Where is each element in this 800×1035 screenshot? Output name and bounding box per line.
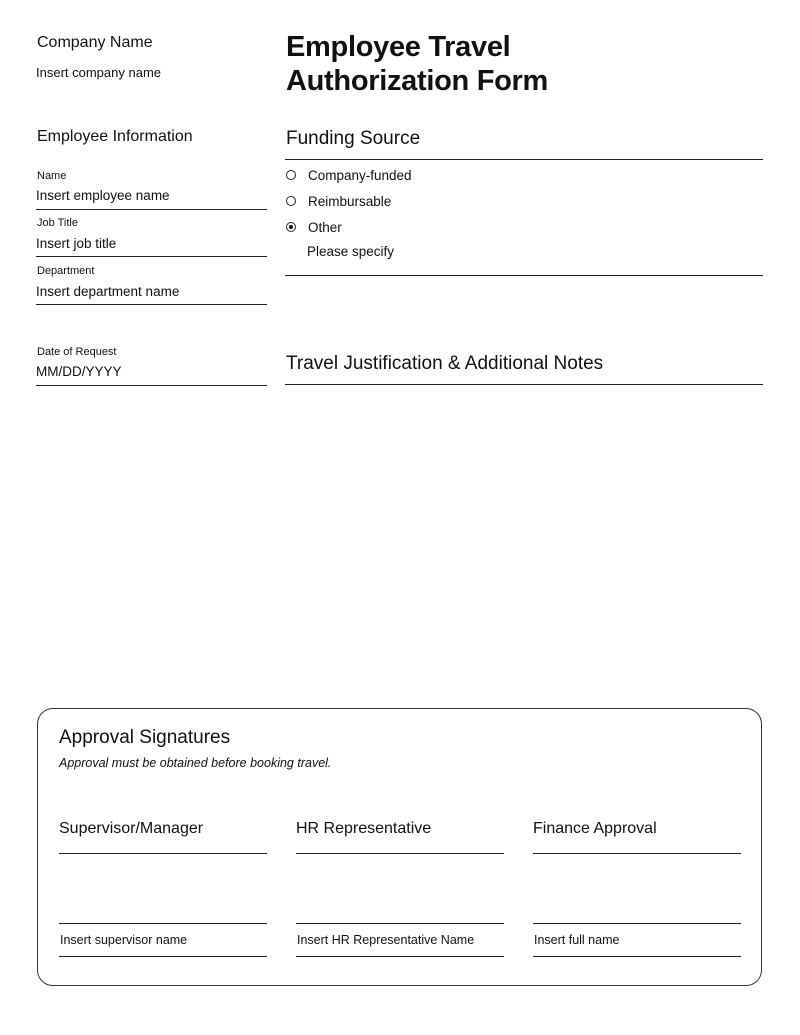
job-title-field[interactable]: Insert job title: [36, 236, 117, 251]
hr-role-label: HR Representative: [296, 820, 432, 837]
finance-name-field[interactable]: Insert full name: [534, 933, 620, 947]
supervisor-role-label: Supervisor/Manager: [59, 820, 204, 837]
other-specify-underline: [285, 275, 763, 276]
date-label: Date of Request: [37, 346, 117, 358]
finance-signature-field[interactable]: [533, 860, 741, 922]
hr-signature-field[interactable]: [296, 860, 504, 922]
finance-role-label: Finance Approval: [533, 820, 657, 837]
department-field[interactable]: Insert department name: [36, 284, 180, 299]
hr-name-field[interactable]: Insert HR Representative Name: [297, 933, 475, 947]
employee-info-heading: Employee Information: [37, 128, 193, 145]
hr-role-underline: [296, 853, 504, 854]
justification-notes-area[interactable]: [285, 392, 763, 692]
radio-label-other: Other: [308, 220, 342, 235]
supervisor-name-field[interactable]: Insert supervisor name: [60, 933, 188, 947]
supervisor-role-underline: [59, 853, 267, 854]
title-line-2: Authorization Form: [286, 65, 549, 97]
page-title: [286, 30, 548, 98]
supervisor-signature-field[interactable]: [59, 860, 267, 922]
supervisor-signature-line: [59, 923, 267, 924]
radio-company-funded[interactable]: [286, 170, 296, 180]
approval-heading: Approval Signatures: [59, 727, 231, 748]
name-underline: [36, 209, 267, 210]
justification-heading: Travel Justification & Additional Notes: [286, 353, 604, 374]
finance-name-underline: [533, 956, 741, 957]
name-label: Name: [37, 170, 67, 182]
company-name-label: Company Name: [37, 34, 153, 51]
date-field[interactable]: MM/DD/YYYY: [36, 364, 122, 379]
finance-role-underline: [533, 853, 741, 854]
approval-note: Approval must be obtained before booking travel.: [59, 756, 332, 770]
radio-other[interactable]: [286, 222, 296, 232]
finance-signature-line: [533, 923, 741, 924]
name-field[interactable]: Insert employee name: [36, 188, 170, 203]
job-title-label: Job Title: [37, 217, 78, 229]
funding-heading: Funding Source: [286, 128, 421, 149]
radio-label-company-funded: Company-funded: [308, 168, 412, 183]
radio-reimbursable[interactable]: [286, 196, 296, 206]
hr-signature-line: [296, 923, 504, 924]
supervisor-name-underline: [59, 956, 267, 957]
job-title-underline: [36, 256, 267, 257]
date-underline: [36, 385, 267, 386]
funding-divider: [285, 159, 763, 160]
justification-divider: [285, 384, 763, 385]
hr-name-underline: [296, 956, 504, 957]
department-underline: [36, 304, 267, 305]
company-name-field[interactable]: Insert company name: [36, 65, 162, 80]
radio-label-reimbursable: Reimbursable: [308, 194, 392, 209]
title-line-1: Employee Travel: [286, 31, 511, 63]
other-specify-field[interactable]: Please specify: [307, 244, 395, 259]
department-label: Department: [37, 265, 95, 277]
